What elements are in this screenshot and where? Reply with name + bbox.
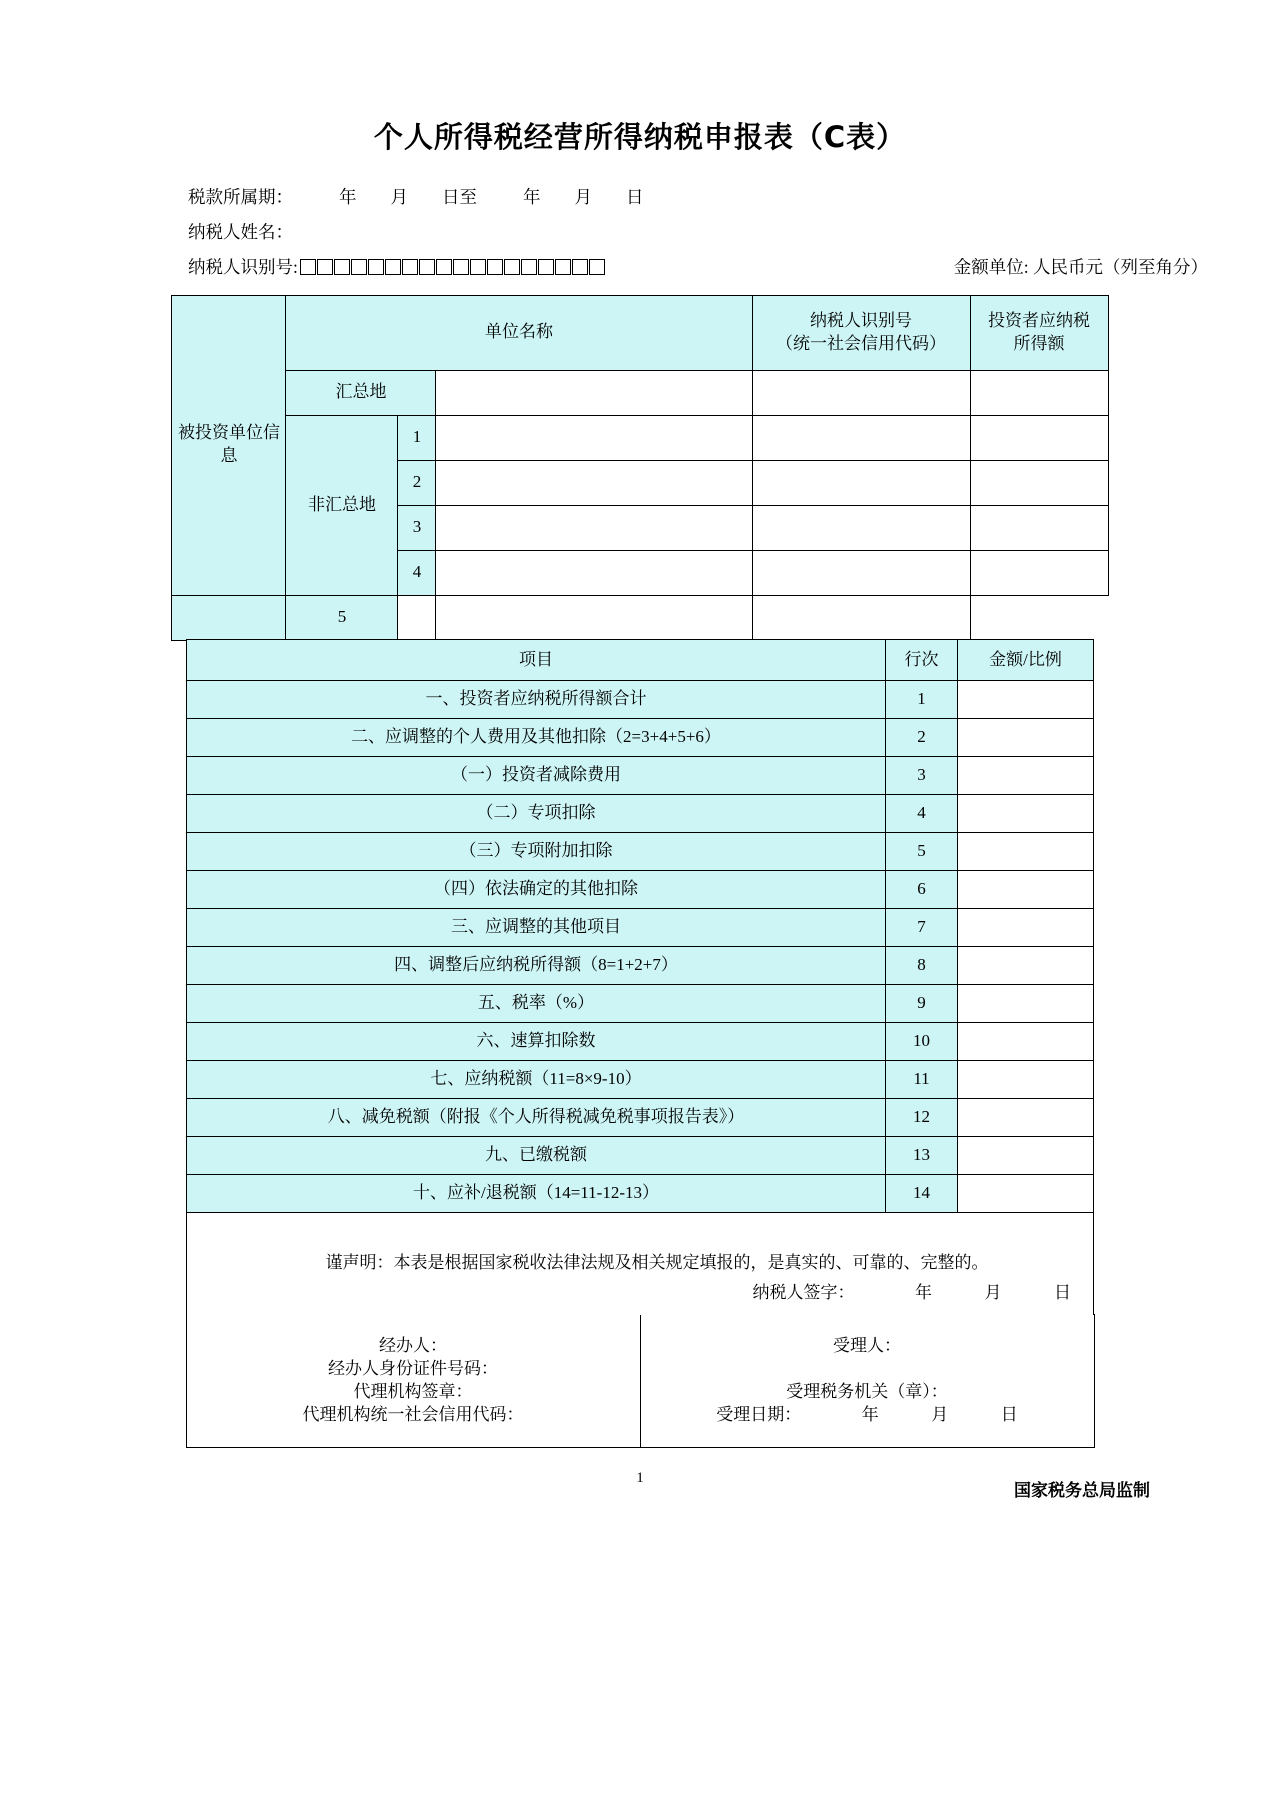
item-amount-input[interactable] (958, 1099, 1094, 1137)
consolidated-taxpayer-id-input[interactable] (752, 370, 970, 415)
non-consolidated-taxpayer-id-input-3[interactable] (752, 505, 970, 550)
non-consolidated-taxpayer-id-input-5[interactable] (436, 595, 752, 640)
taxpayer-id-line (188, 250, 1280, 285)
col-header-investor-income-line2: 所得额 (1013, 333, 1065, 353)
table-row (187, 1099, 1094, 1137)
col-header-unit-name (286, 295, 752, 370)
receiver-section (640, 1315, 1094, 1448)
taxpayer-id-box-16[interactable] (555, 259, 571, 275)
taxpayer-id-box-17[interactable] (572, 259, 588, 275)
declaration-row (187, 1212, 1094, 1315)
taxpayer-id-box-11[interactable] (470, 259, 486, 275)
item-label: 三、应调整的其他项目 (187, 909, 886, 947)
taxpayer-id-box-3[interactable] (334, 259, 350, 275)
table-row (187, 795, 1094, 833)
taxpayer-id-box-8[interactable] (419, 259, 435, 275)
item-line-number: 5 (886, 833, 958, 871)
non-consolidated-index-2: 2 (398, 460, 436, 505)
item-amount-input[interactable] (958, 985, 1094, 1023)
col-header-taxpayer-id-line2: （统一社会信用代码） (776, 333, 947, 353)
item-amount-input[interactable] (958, 757, 1094, 795)
item-label: （四）依法确定的其他扣除 (187, 871, 886, 909)
taxpayer-id-box-7[interactable] (402, 259, 418, 275)
page-number: 1 (636, 1470, 644, 1486)
taxpayer-id-box-14[interactable] (521, 259, 537, 275)
item-line-number: 13 (886, 1137, 958, 1175)
item-label: 四、调整后应纳税所得额（8=1+2+7） (187, 947, 886, 985)
items-table-body (187, 681, 1094, 1213)
footer-note: 国家税务总局监制 (1014, 1481, 1150, 1502)
item-amount-input[interactable] (958, 1023, 1094, 1061)
non-consolidated-row-5 (172, 595, 1108, 640)
col-header-unit-name-label: 单位名称 (485, 322, 553, 342)
table-row (187, 947, 1094, 985)
receiver-spacer (645, 1358, 1090, 1381)
item-amount-input[interactable] (958, 719, 1094, 757)
header-meta (0, 180, 1280, 285)
non-consolidated-index-4: 4 (398, 550, 436, 595)
tax-authority-label: 受理税务机关（章）： (786, 1382, 948, 1402)
taxpayer-id-box-12[interactable] (487, 259, 503, 275)
period-start-month: 月 (390, 186, 408, 207)
taxpayer-signature-line (753, 1282, 1072, 1305)
page-title: 个人所得税经营所得纳税申报表（C表） (373, 120, 907, 154)
item-label: （一）投资者减除费用 (187, 757, 886, 795)
period-end-month: 月 (574, 186, 592, 207)
taxpayer-id-box-18[interactable] (589, 259, 605, 275)
taxpayer-name-field[interactable] (293, 222, 623, 242)
item-label: 二、应调整的个人费用及其他扣除（2=3+4+5+6） (187, 719, 886, 757)
item-label: 五、税率（%） (187, 985, 886, 1023)
taxpayer-name-label: 纳税人姓名： (188, 221, 293, 242)
item-amount-input[interactable] (958, 1137, 1094, 1175)
tax-period-label: 税款所属期： (188, 186, 293, 207)
items-table-header-row (187, 640, 1094, 681)
table-row (187, 985, 1094, 1023)
item-amount-input[interactable] (958, 795, 1094, 833)
item-amount-input[interactable] (958, 1061, 1094, 1099)
accept-date-label: 受理日期： (716, 1405, 802, 1425)
col-header-taxpayer-id-line1: 纳税人识别号 (810, 310, 913, 330)
period-end-day: 日 (626, 186, 644, 207)
item-label: 一、投资者应纳税所得额合计 (187, 681, 886, 719)
accept-date-line (645, 1404, 1090, 1427)
item-line-number: 2 (886, 719, 958, 757)
item-line-number: 14 (886, 1175, 958, 1213)
invested-units-row-header-label: 被投资单位信息 (177, 423, 280, 466)
non-consolidated-unit-name-input-4[interactable] (436, 550, 752, 595)
consolidated-unit-name-input[interactable] (436, 370, 752, 415)
accept-date-day: 日 (1000, 1405, 1018, 1425)
taxpayer-id-box-6[interactable] (385, 259, 401, 275)
taxpayer-signature-label: 纳税人签字： (752, 1282, 855, 1302)
col-header-investor-income-line1: 投资者应纳税 (988, 310, 1091, 330)
consolidated-investor-income-input[interactable] (970, 370, 1108, 415)
item-line-number: 7 (886, 909, 958, 947)
agency-seal-label: 代理机构签章： (353, 1382, 473, 1402)
agent-id-label: 经办人身份证件号码： (328, 1359, 498, 1379)
taxpayer-id-box-10[interactable] (453, 259, 469, 275)
items-col-header-line-no: 行次 (886, 640, 958, 681)
non-consolidated-index-1: 1 (398, 415, 436, 460)
non-consolidated-taxpayer-id-input-2[interactable] (752, 460, 970, 505)
item-amount-input[interactable] (958, 1175, 1094, 1213)
agent-label: 经办人： (379, 1336, 447, 1356)
non-consolidated-label-cell (286, 415, 398, 595)
invested-units-table-wrap (0, 295, 1280, 641)
item-line-number: 6 (886, 871, 958, 909)
non-consolidated-taxpayer-id-input-1[interactable] (752, 415, 970, 460)
declaration-cell (187, 1212, 1094, 1315)
non-consolidated-index-3: 3 (398, 505, 436, 550)
non-consolidated-unit-name-input-2[interactable] (436, 460, 752, 505)
non-consolidated-unit-name-input-3[interactable] (436, 505, 752, 550)
item-amount-input[interactable] (958, 947, 1094, 985)
non-consolidated-investor-income-input-1[interactable] (970, 415, 1108, 460)
non-consolidated-unit-name-input-5[interactable] (398, 595, 436, 640)
non-consolidated-taxpayer-id-input-4[interactable] (752, 550, 970, 595)
items-col-header-item: 项目 (187, 640, 886, 681)
items-col-header-amount: 金额/比例 (958, 640, 1094, 681)
item-label: 七、应纳税额（11=8×9-10） (187, 1061, 886, 1099)
taxpayer-id-box-5[interactable] (368, 259, 384, 275)
item-amount-input[interactable] (958, 833, 1094, 871)
non-consolidated-index-5: 5 (286, 595, 398, 640)
agent-section (186, 1315, 640, 1448)
item-line-number: 3 (886, 757, 958, 795)
item-label: （三）专项附加扣除 (187, 833, 886, 871)
item-label: （二）专项扣除 (187, 795, 886, 833)
table-row (187, 833, 1094, 871)
consolidated-label-cell (286, 370, 436, 415)
invested-units-row-header (172, 295, 286, 595)
consolidated-row (172, 370, 1108, 415)
signature-day: 日 (1054, 1282, 1071, 1302)
signature-year: 年 (915, 1282, 932, 1302)
amount-unit-label: 金额单位: 人民币元（列至角分） (953, 256, 1208, 277)
taxpayer-name-line (188, 215, 1280, 250)
non-consolidated-spacer-cell (172, 595, 286, 640)
period-end-year: 年 (523, 186, 541, 207)
taxpayer-id-label: 纳税人识别号: (188, 256, 298, 277)
table-row (187, 871, 1094, 909)
taxpayer-id-box-2[interactable] (317, 259, 333, 275)
non-consolidated-investor-income-input-4[interactable] (970, 550, 1108, 595)
item-line-number: 1 (886, 681, 958, 719)
item-line-number: 11 (886, 1061, 958, 1099)
table-row (187, 1061, 1094, 1099)
period-start-day-to: 日至 (442, 186, 477, 207)
non-consolidated-investor-income-input-5[interactable] (752, 595, 970, 640)
consolidated-label: 汇总地 (335, 382, 387, 402)
receiver-label: 受理人： (833, 1336, 901, 1356)
item-line-number: 12 (886, 1099, 958, 1137)
signature-month: 月 (984, 1282, 1002, 1302)
taxpayer-id-box-15[interactable] (538, 259, 554, 275)
item-amount-input[interactable] (958, 871, 1094, 909)
non-consolidated-unit-name-input-1[interactable] (436, 415, 752, 460)
item-line-number: 10 (886, 1023, 958, 1061)
taxpayer-id-box-13[interactable] (504, 259, 520, 275)
non-consolidated-row-1 (172, 415, 1108, 460)
items-table (186, 639, 1094, 1213)
declaration-table (186, 1212, 1094, 1316)
table-row (187, 681, 1094, 719)
non-consolidated-investor-income-input-3[interactable] (970, 505, 1108, 550)
period-start-year: 年 (339, 186, 357, 207)
accept-date-year: 年 (861, 1405, 879, 1425)
item-line-number: 4 (886, 795, 958, 833)
taxpayer-id-box-1[interactable] (300, 259, 316, 275)
table-header-row (172, 295, 1108, 370)
tax-period-line (188, 180, 1280, 215)
taxpayer-id-boxes[interactable] (300, 259, 606, 275)
table-row (187, 757, 1094, 795)
col-header-taxpayer-id (752, 295, 970, 370)
taxpayer-id-box-4[interactable] (351, 259, 367, 275)
table-row (187, 1137, 1094, 1175)
non-consolidated-label: 非汇总地 (307, 494, 376, 514)
item-amount-input[interactable] (958, 909, 1094, 947)
non-consolidated-investor-income-input-2[interactable] (970, 460, 1108, 505)
item-line-number: 9 (886, 985, 958, 1023)
table-row (187, 1023, 1094, 1061)
taxpayer-id-box-9[interactable] (436, 259, 452, 275)
col-header-investor-income (970, 295, 1108, 370)
invested-units-table (171, 295, 1108, 641)
accept-date-month: 月 (931, 1405, 949, 1425)
agency-code-label: 代理机构统一社会信用代码： (302, 1405, 524, 1425)
item-label: 八、减免税额（附报《个人所得税减免税事项报告表》） (187, 1099, 886, 1137)
table-row (187, 909, 1094, 947)
item-label: 九、已缴税额 (187, 1137, 886, 1175)
table-row (187, 1175, 1094, 1213)
item-line-number: 8 (886, 947, 958, 985)
signature-block-row (186, 1315, 1094, 1448)
declaration-text: 谨声明：本表是根据国家税收法律法规及相关规定填报的，是真实的、可靠的、完整的。 (325, 1253, 989, 1273)
item-label: 六、速算扣除数 (187, 1023, 886, 1061)
item-amount-input[interactable] (958, 681, 1094, 719)
item-label: 十、应补/退税额（14=11-12-13） (187, 1175, 886, 1213)
signature-block-table (186, 1314, 1095, 1448)
table-row (187, 719, 1094, 757)
